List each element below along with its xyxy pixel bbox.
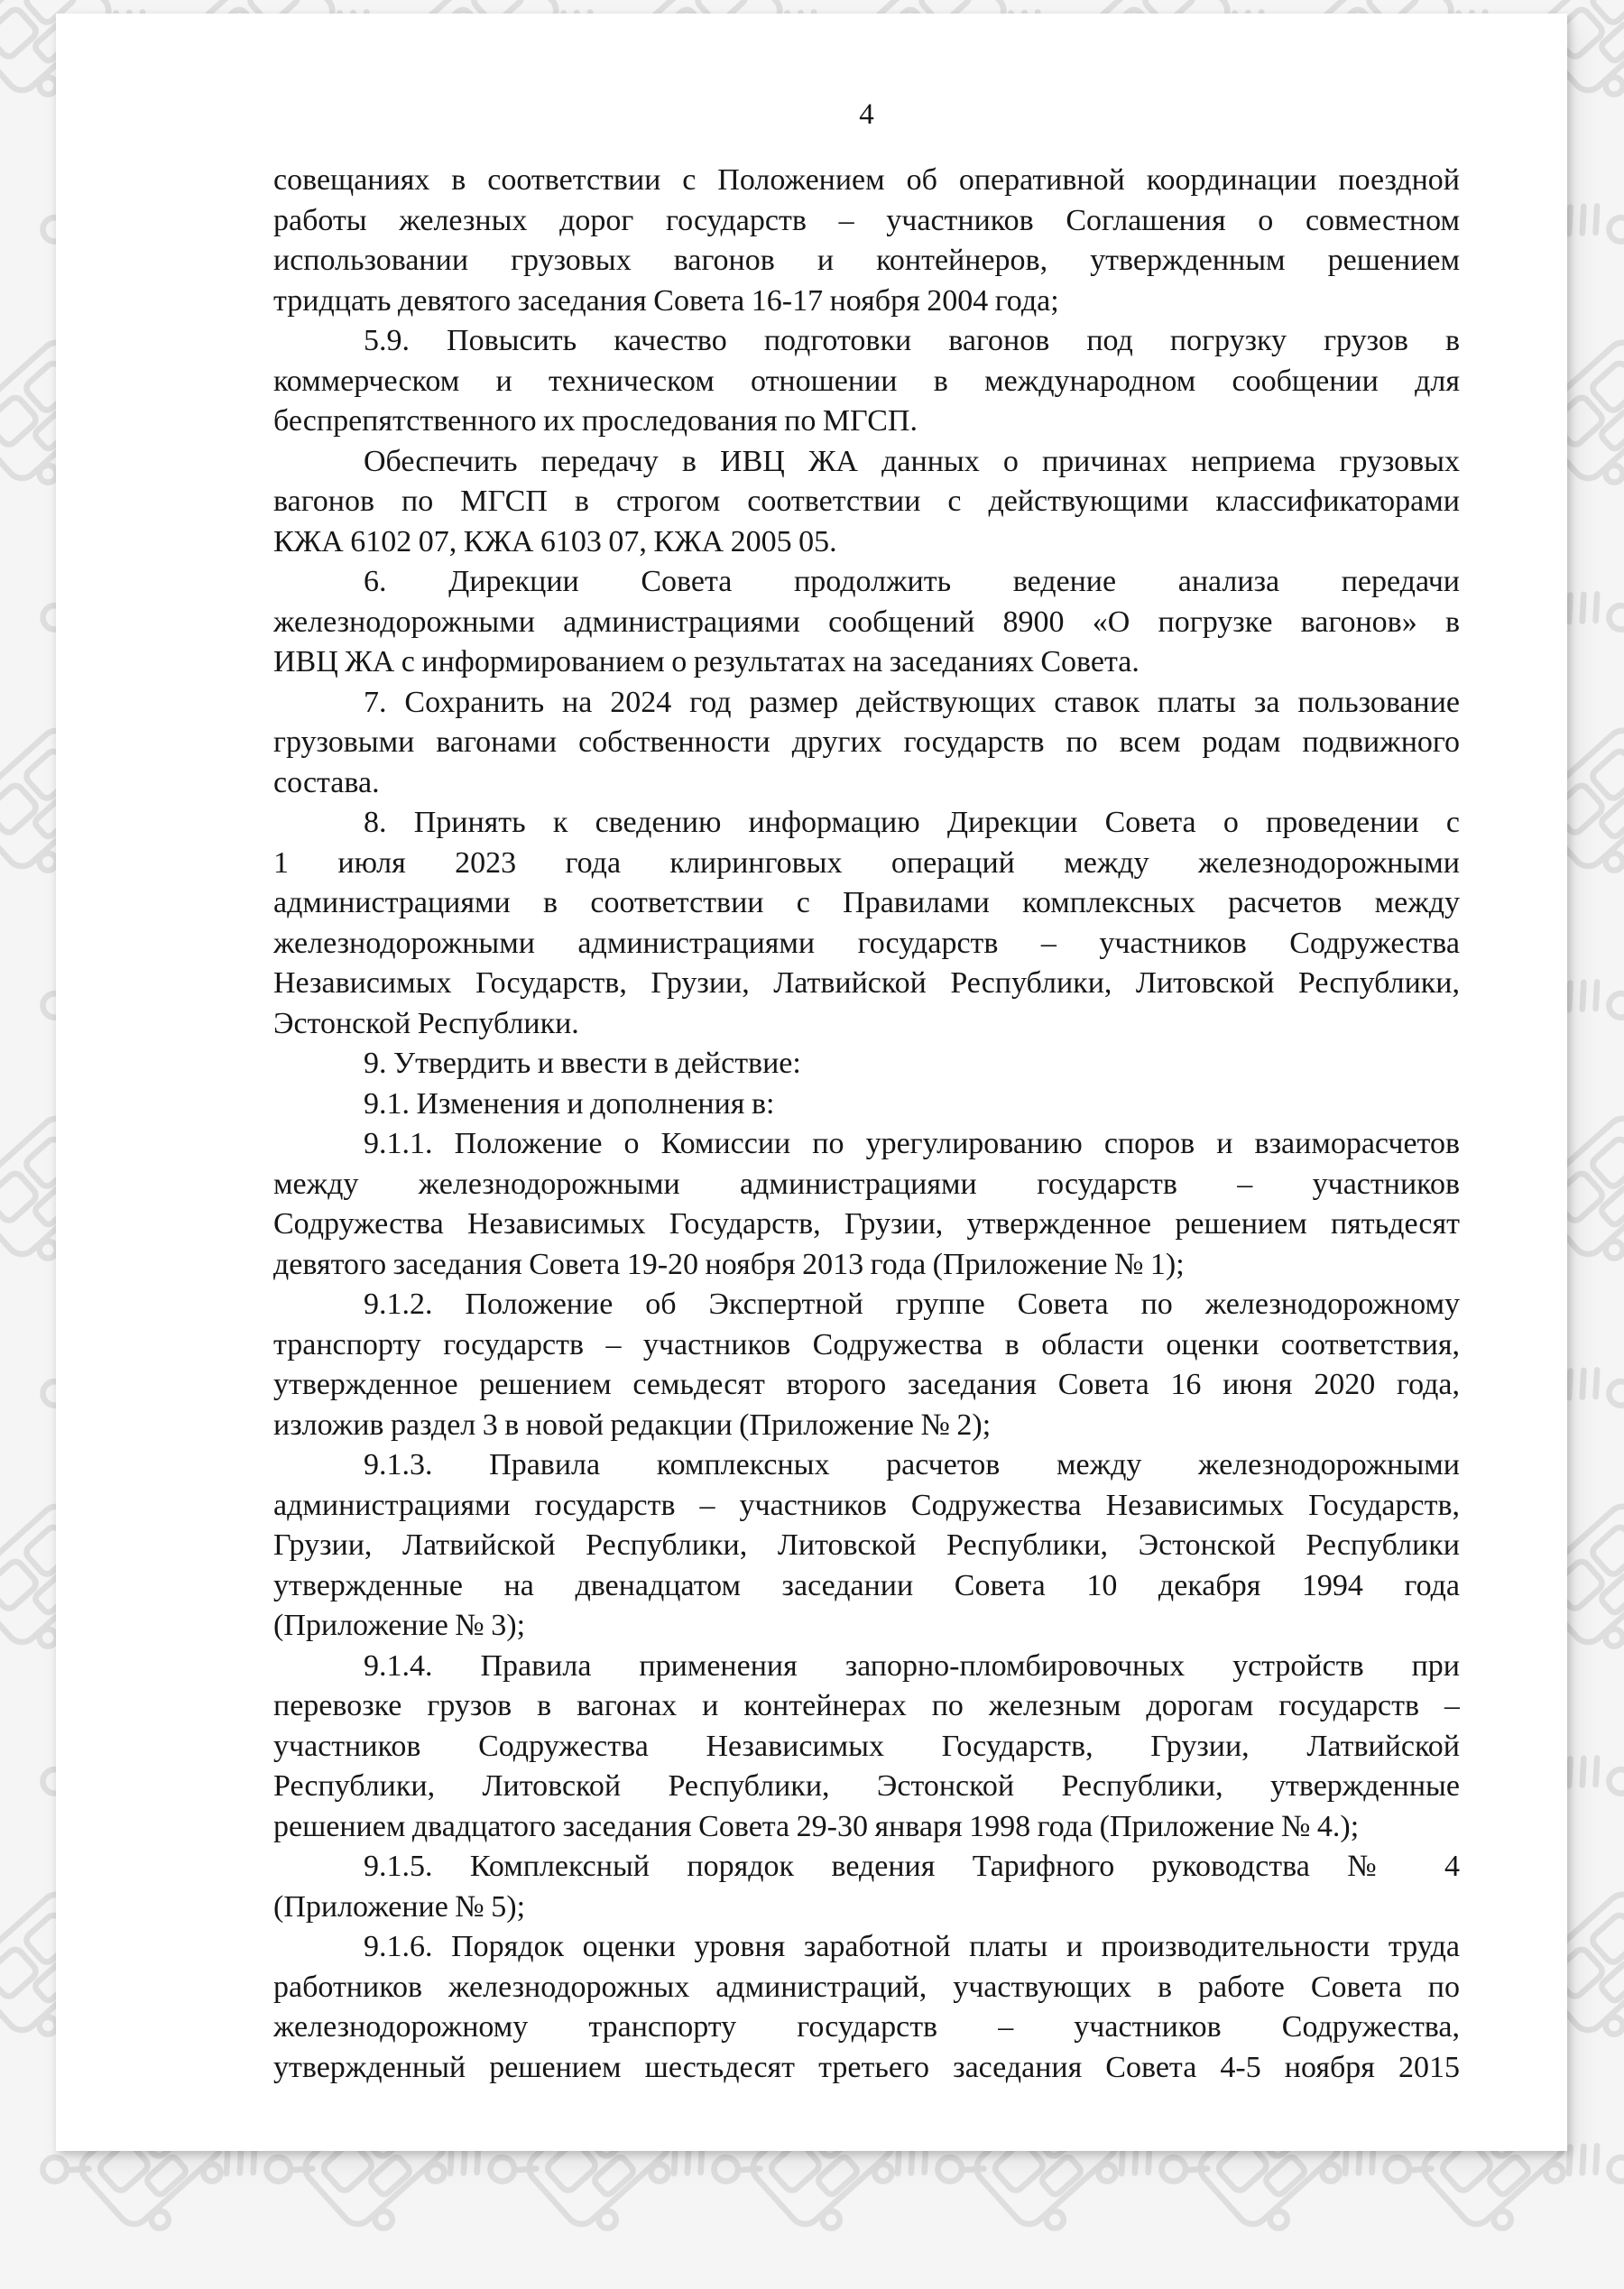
text-line: Независимых Государств, Грузии, Латвийской Республики, Литовской Республики,: [273, 966, 1460, 1000]
text-line: 8. Принять к сведению информацию Дирекции Совета о проведении с: [364, 806, 1460, 839]
text-line: участников Содружества Независимых Государств, Грузии, Латвийской: [273, 1729, 1460, 1763]
text-line: работников железнодорожных администраций, участвующих в работе Совета по: [273, 1970, 1460, 2004]
text-line: администрациями в соответствии с Правилами комплексных расчетов между: [273, 886, 1460, 919]
text-line: Республики, Литовской Республики, Эстонской Республики, утвержденные: [273, 1769, 1460, 1803]
text-line: 9. Утвердить и ввести в действие:: [364, 1047, 801, 1080]
text-line: 7. Сохранить на 2024 год размер действующих ставок платы за пользование: [364, 685, 1460, 719]
text-line: (Приложение № 5);: [273, 1889, 526, 1924]
text-line: утвержденный решением шестьдесят третьего заседания Совета 4-5 ноября 2015: [273, 2050, 1460, 2084]
document-page: [56, 14, 1567, 2151]
text-line: (Приложение № 3);: [273, 1609, 526, 1642]
text-line: 9.1.2. Положение об Экспертной группе Совета по железнодорожному: [364, 1288, 1460, 1321]
document-body: [273, 161, 1460, 2088]
text-line: изложив раздел 3 в новой редакции (Приложение № 2);: [273, 1408, 992, 1442]
text-line: 9.1.5. Комплексный порядок ведения Тарифного руководства № 4: [364, 1850, 1460, 1883]
text-line: состава.: [273, 765, 380, 799]
text-line: беспрепятственного их проследования по МГСП.: [273, 404, 918, 438]
text-line: КЖА 6102 07, КЖА 6103 07, КЖА 2005 05.: [273, 524, 837, 558]
text-line: транспорту государств – участников Содружества в области оценки соответствия,: [273, 1327, 1460, 1361]
text-line: работы железных дорог государств – участников Соглашения о совместном: [273, 203, 1460, 237]
text-line: перевозке грузов в вагонах и контейнерах по железным дорогам государств –: [273, 1689, 1460, 1722]
text-line: между железнодорожными администрациями государств – участников: [273, 1167, 1460, 1201]
text-line: железнодорожными администрациями сообщений 8900 «О погрузке вагонов» в: [273, 605, 1460, 639]
text-line: грузовыми вагонами собственности других государств по всем родам подвижного: [273, 725, 1460, 759]
text-line: 1 июля 2023 года клиринговых операций между железнодорожными: [273, 845, 1460, 880]
text-line: Эстонской Республики.: [273, 1006, 579, 1040]
text-line: коммерческом и техническом отношении в международном сообщении для: [273, 364, 1460, 398]
text-line: утвержденные на двенадцатом заседании Совета 10 декабря 1994 года: [273, 1568, 1460, 1602]
text-line: тридцать девятого заседания Совета 16-17 ноября 2004 года;: [273, 283, 1059, 318]
text-line: 9.1.3. Правила комплексных расчетов между железнодорожными: [364, 1448, 1460, 1481]
text-line: девятого заседания Совета 19-20 ноября 2013 года (Приложение № 1);: [273, 1247, 1185, 1281]
text-line: 9.1.1. Положение о Комиссии по урегулированию споров и взаиморасчетов: [364, 1127, 1460, 1160]
text-line: вагонов по МГСП в строгом соответствии с действующими классификаторами: [273, 485, 1460, 518]
text-line: утвержденное решением семьдесят второго заседания Совета 16 июня 2020 года,: [273, 1368, 1460, 1401]
text-line: совещаниях в соответствии с Положением об оперативной координации поездной: [273, 163, 1460, 197]
text-line: решением двадцатого заседания Совета 29-30 января 1998 года (Приложение № 4.);: [273, 1809, 1360, 1843]
page-number: 4: [859, 98, 874, 131]
text-line: железнодорожному транспорту государств – участников Содружества,: [273, 2010, 1460, 2044]
text-line: 9.1.4. Правила применения запорно-пломбировочных устройств при: [364, 1648, 1460, 1683]
text-line: Содружества Независимых Государств, Грузии, утвержденное решением пятьдесят: [273, 1207, 1460, 1241]
text-line: 9.1.6. Порядок оценки уровня заработной платы и производительности труда: [364, 1930, 1460, 1963]
text-line: железнодорожными администрациями государств – участников Содружества: [273, 926, 1460, 960]
text-line: 5.9. Повысить качество подготовки вагонов под погрузку грузов в: [364, 324, 1460, 357]
text-line: Обеспечить передачу в ИВЦ ЖА данных о причинах неприема грузовых: [364, 444, 1460, 478]
text-line: Грузии, Латвийской Республики, Литовской Республики, Эстонской Республики: [273, 1528, 1460, 1562]
text-line: 9.1. Изменения и дополнения в:: [364, 1086, 775, 1121]
text-line: 6. Дирекции Совета продолжить ведение анализа передачи: [364, 565, 1460, 598]
text-line: ИВЦ ЖА с информированием о результатах на заседаниях Совета.: [273, 645, 1140, 678]
text-line: администрациями государств – участников Содружества Независимых Государств,: [273, 1488, 1460, 1522]
text-line: использовании грузовых вагонов и контейнеров, утвержденным решением: [273, 244, 1460, 277]
